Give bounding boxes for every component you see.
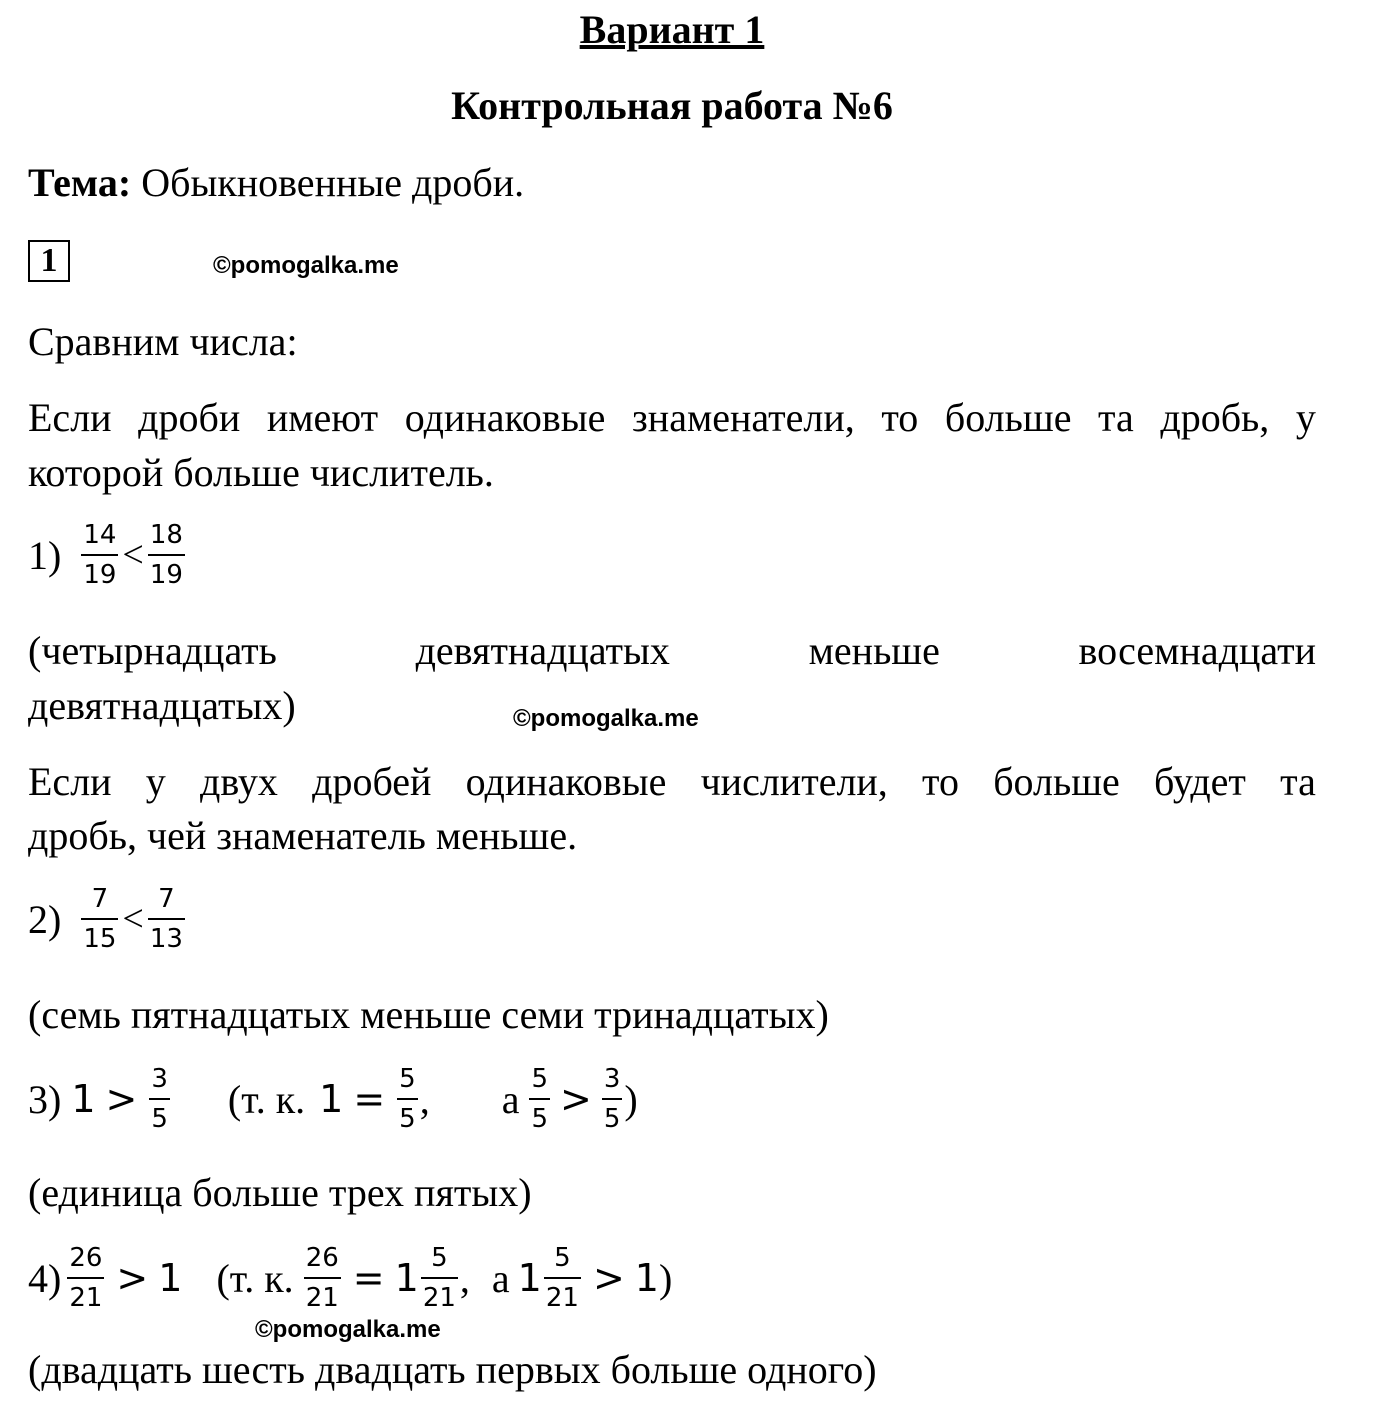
- numerator: 14: [83, 520, 117, 550]
- word: (четырнадцать: [28, 628, 277, 673]
- word: у: [1295, 395, 1316, 440]
- fraction-bar: [81, 918, 118, 920]
- and-text: а: [501, 1076, 520, 1122]
- word: Если: [28, 395, 112, 440]
- item4-label: 4): [28, 1255, 62, 1301]
- fraction: [529, 1066, 550, 1132]
- equals-sign: =: [353, 1077, 386, 1121]
- fraction: [148, 886, 185, 952]
- rule1-line2: которой больше числитель.: [28, 450, 494, 495]
- item3-expression: [28, 1066, 638, 1132]
- word: меньше: [808, 628, 940, 673]
- fraction: [81, 886, 118, 952]
- number-one: 1: [158, 1256, 183, 1300]
- numerator: 5: [431, 1243, 448, 1273]
- numerator: 7: [91, 884, 109, 914]
- topic-line: [28, 160, 525, 205]
- fraction: [149, 1066, 170, 1132]
- topic-value: Обыкновенные дроби.: [141, 160, 525, 205]
- fraction: [397, 1066, 418, 1132]
- close-paren: ): [658, 1255, 673, 1301]
- item1-reading-line1: [28, 628, 1316, 673]
- variant-title: Вариант 1: [579, 7, 765, 52]
- item1-label: 1): [28, 532, 62, 578]
- fraction-bar: [149, 1098, 170, 1100]
- relation-sign: <: [122, 534, 144, 576]
- word: больше: [944, 395, 1072, 440]
- rule2-line2: дробь, чей знаменатель меньше.: [28, 813, 578, 858]
- denominator: 13: [149, 924, 183, 954]
- rule1-line1: [28, 395, 1316, 440]
- numerator: 3: [603, 1064, 621, 1094]
- whole-part: 1: [517, 1256, 542, 1300]
- relation-sign: >: [105, 1077, 138, 1121]
- item4-reading: (двадцать шесть двадцать первых больше одного): [28, 1347, 877, 1392]
- item2-expression: [28, 886, 187, 952]
- word: дроби: [138, 395, 241, 440]
- denominator: 19: [149, 560, 183, 590]
- item2-label: 2): [28, 896, 62, 942]
- word: двух: [200, 759, 278, 804]
- denominator: 21: [545, 1283, 579, 1313]
- item3-label: 3): [28, 1076, 62, 1122]
- word: больше: [993, 759, 1120, 804]
- task-number: 1: [40, 242, 58, 279]
- word: будет: [1154, 759, 1246, 804]
- numerator: 26: [69, 1243, 103, 1273]
- item3-reading: (единица больше трех пятых): [28, 1170, 532, 1215]
- word: имеют: [266, 395, 379, 440]
- fraction: [544, 1245, 581, 1311]
- number-one: 1: [71, 1077, 96, 1121]
- word: числители,: [700, 759, 888, 804]
- fraction: [602, 1066, 623, 1132]
- fraction-bar: [397, 1098, 418, 1100]
- numerator: 3: [151, 1064, 168, 1094]
- fraction-bar: [81, 554, 118, 556]
- word: одинаковые: [404, 395, 606, 440]
- fraction: [81, 522, 118, 588]
- watermark: ©pomogalka.me: [213, 252, 399, 279]
- comma: ,: [419, 1076, 430, 1122]
- word: дробей: [312, 759, 432, 804]
- fraction-bar: [304, 1277, 341, 1279]
- fraction-bar: [421, 1277, 458, 1279]
- numerator: 5: [554, 1243, 571, 1273]
- relation-sign: >: [592, 1256, 625, 1300]
- denominator: 21: [305, 1283, 339, 1313]
- equals-sign: =: [352, 1256, 385, 1300]
- denominator: 5: [603, 1104, 621, 1134]
- word: восемнадцати: [1078, 628, 1316, 673]
- numerator: 5: [531, 1064, 549, 1094]
- relation-sign: <: [122, 898, 144, 940]
- task-number-box: [28, 240, 70, 282]
- since-text: (т. к.: [227, 1076, 306, 1122]
- intro-text: Сравним числа:: [28, 319, 298, 364]
- number-one: 1: [319, 1077, 344, 1121]
- and-text: а: [491, 1255, 510, 1301]
- word: знаменатели,: [631, 395, 855, 440]
- number-one: 1: [634, 1256, 659, 1300]
- watermark: ©pomogalka.me: [513, 705, 699, 732]
- word: то: [922, 759, 959, 804]
- close-paren: ): [624, 1076, 638, 1122]
- fraction-bar: [67, 1277, 104, 1279]
- fraction-bar: [602, 1098, 623, 1100]
- denominator: 5: [399, 1104, 416, 1134]
- fraction-bar: [148, 918, 185, 920]
- word: та: [1280, 759, 1316, 804]
- word: девятнадцатых: [415, 628, 670, 673]
- fraction: [67, 1245, 104, 1311]
- since-text: (т. к.: [216, 1255, 294, 1301]
- word: Если: [28, 759, 112, 804]
- fraction: [421, 1245, 458, 1311]
- fraction-bar: [544, 1277, 581, 1279]
- denominator: 5: [531, 1104, 549, 1134]
- fraction: [304, 1245, 341, 1311]
- comma: ,: [459, 1255, 470, 1301]
- numerator: 26: [305, 1243, 339, 1273]
- fraction-bar: [529, 1098, 550, 1100]
- fraction: [148, 522, 185, 588]
- watermark: ©pomogalka.me: [255, 1316, 441, 1343]
- topic-label: Тема:: [28, 160, 132, 205]
- item2-reading: (семь пятнадцатых меньше семи тринадцатых): [28, 992, 829, 1037]
- rule2-line1: [28, 759, 1316, 804]
- denominator: 15: [83, 924, 117, 954]
- numerator: 7: [158, 884, 175, 914]
- item1-reading-line2: девятнадцатых): [28, 683, 296, 728]
- denominator: 19: [83, 560, 117, 590]
- numerator: 18: [149, 520, 183, 550]
- item1-expression: [28, 522, 187, 588]
- word: у: [145, 759, 166, 804]
- relation-sign: >: [116, 1256, 149, 1300]
- fraction-bar: [148, 554, 185, 556]
- test-title: Контрольная работа №6: [451, 83, 893, 128]
- denominator: 5: [151, 1104, 168, 1134]
- word: одинаковые: [465, 759, 667, 804]
- denominator: 21: [69, 1283, 103, 1313]
- numerator: 5: [399, 1064, 416, 1094]
- whole-part: 1: [394, 1256, 419, 1300]
- word: та: [1098, 395, 1134, 440]
- relation-sign: >: [560, 1077, 592, 1121]
- denominator: 21: [422, 1283, 456, 1313]
- word: дробь,: [1160, 395, 1270, 440]
- item4-expression: [28, 1245, 672, 1311]
- word: то: [881, 395, 919, 440]
